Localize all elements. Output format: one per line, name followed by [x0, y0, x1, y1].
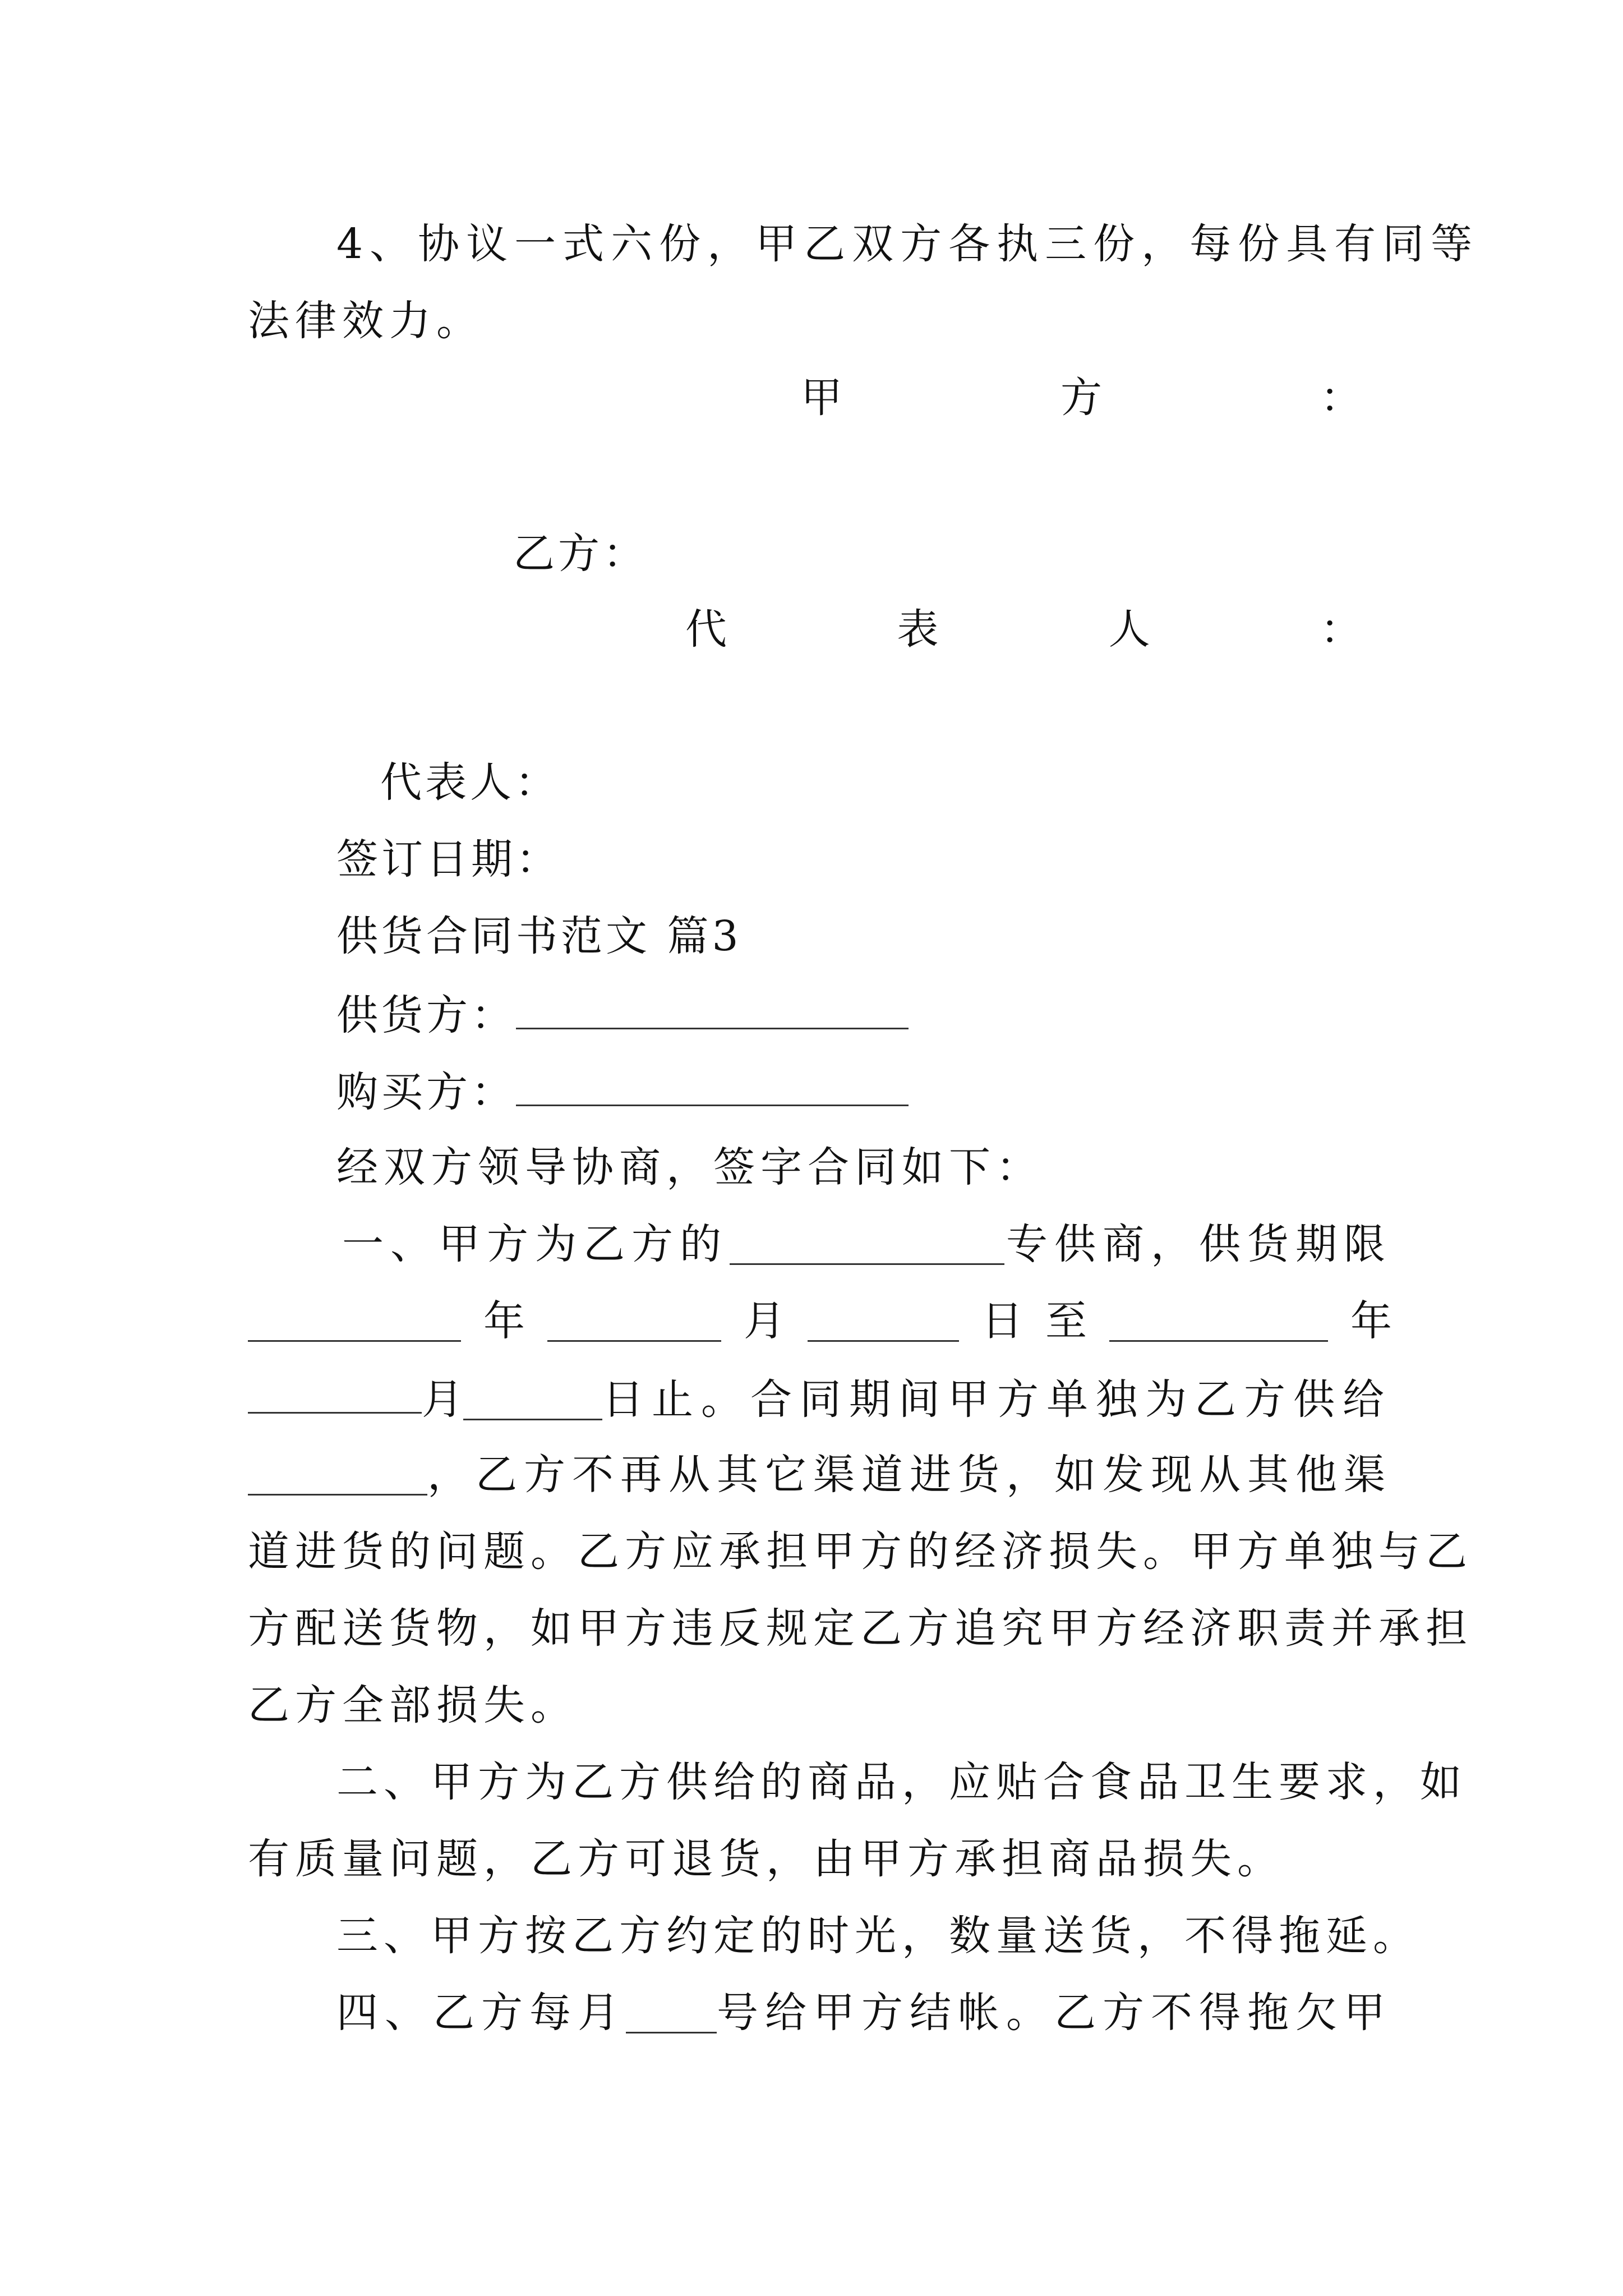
- article1-line7: 乙方全部损失。: [248, 1681, 578, 1729]
- buyer-blank: [516, 1070, 909, 1106]
- supplier-line: [336, 991, 909, 1039]
- supplier-blank: [516, 993, 909, 1029]
- article1-provider-blank: [730, 1228, 1004, 1265]
- article1-l1-a: 一、甲方为乙方的: [342, 1220, 728, 1268]
- end-year-blank: [1109, 1305, 1328, 1342]
- clause4-line2: 法律效力。: [248, 297, 483, 345]
- party-b-signature-label: 乙方：: [513, 530, 648, 578]
- end-month-label: 月: [422, 1375, 463, 1424]
- buyer-label: 购买方：: [336, 1068, 516, 1116]
- article1-l1-b: 专供商，供货期限: [1006, 1220, 1392, 1268]
- article1-line1: [342, 1220, 1392, 1268]
- party-a-char-2: 方: [1061, 374, 1102, 422]
- end-year-label: 年: [1350, 1297, 1392, 1345]
- rep-char-1: 代: [685, 605, 727, 654]
- clause4-line1: [336, 220, 1479, 268]
- goods-blank: [248, 1459, 427, 1496]
- article1-line5: [248, 1527, 1473, 1576]
- start-month-blank: [547, 1305, 721, 1342]
- article1-line6: [248, 1604, 1473, 1653]
- article1-l6-text: 方配送货物，如甲方违反规定乙方追究甲方经济职责并承担: [248, 1604, 1473, 1653]
- intro-text: 经双方领导协商，签字合同如下：: [336, 1143, 1043, 1191]
- start-month-label: 月: [744, 1297, 785, 1345]
- party-a-signature-label: [801, 374, 1362, 422]
- buyer-line: [336, 1068, 909, 1116]
- article1-l3-rest: 日止。合同期间甲方单独为乙方供给: [602, 1375, 1392, 1424]
- article3-text: 三、甲方按乙方约定的时光，数量送货，不得拖延。: [336, 1912, 1420, 1960]
- supplier-label: 供货方：: [336, 991, 516, 1039]
- to-label: 至: [1045, 1297, 1087, 1345]
- article1-line4: [248, 1451, 1392, 1499]
- representative-label: 代表人：: [380, 758, 560, 807]
- representative-spread-label: [685, 605, 1362, 654]
- article2-l1-text: 二、甲方为乙方供给的商品，应贴合食品卫生要求，如: [336, 1758, 1467, 1806]
- end-month-blank: [248, 1377, 422, 1414]
- article1-line3: [248, 1375, 1392, 1424]
- settlement-day-blank: [626, 1997, 717, 2033]
- start-year-label: 年: [483, 1297, 525, 1345]
- article1-l5-text: 道进货的问题。乙方应承担甲方的经济损失。甲方单独与乙: [248, 1527, 1473, 1576]
- article1-l4-rest: ，乙方不再从其它渠道进货，如发现从其他渠: [427, 1451, 1392, 1499]
- start-year-blank: [248, 1305, 461, 1342]
- party-a-colon: ：: [1320, 374, 1362, 422]
- article4-line1: [336, 1989, 1392, 2037]
- end-day-blank: [463, 1384, 602, 1420]
- sign-date-label: 签订日期：: [336, 835, 561, 884]
- article4-l1-a: 四、乙方每月: [336, 1989, 626, 2037]
- rep-char-3: 人: [1108, 605, 1150, 654]
- party-a-char-1: 甲: [801, 374, 842, 422]
- article2-line1: [336, 1758, 1467, 1806]
- article2-line2: 有质量问题，乙方可退货，由甲方承担商品损失。: [248, 1835, 1284, 1883]
- section-title: 供货合同书范文 篇3: [336, 912, 742, 960]
- rep-colon: ：: [1320, 605, 1362, 654]
- article1-line2: [248, 1297, 1392, 1345]
- start-day-label: 日: [981, 1297, 1023, 1345]
- article4-l1-b: 号给甲方结帐。乙方不得拖欠甲: [717, 1989, 1392, 2037]
- start-day-blank: [808, 1305, 959, 1342]
- clause4-line1-text: 4、协议一式六份，甲乙双方各执三份，每份具有同等: [336, 220, 1479, 268]
- rep-char-2: 表: [897, 605, 939, 654]
- end-month-group: [248, 1375, 463, 1424]
